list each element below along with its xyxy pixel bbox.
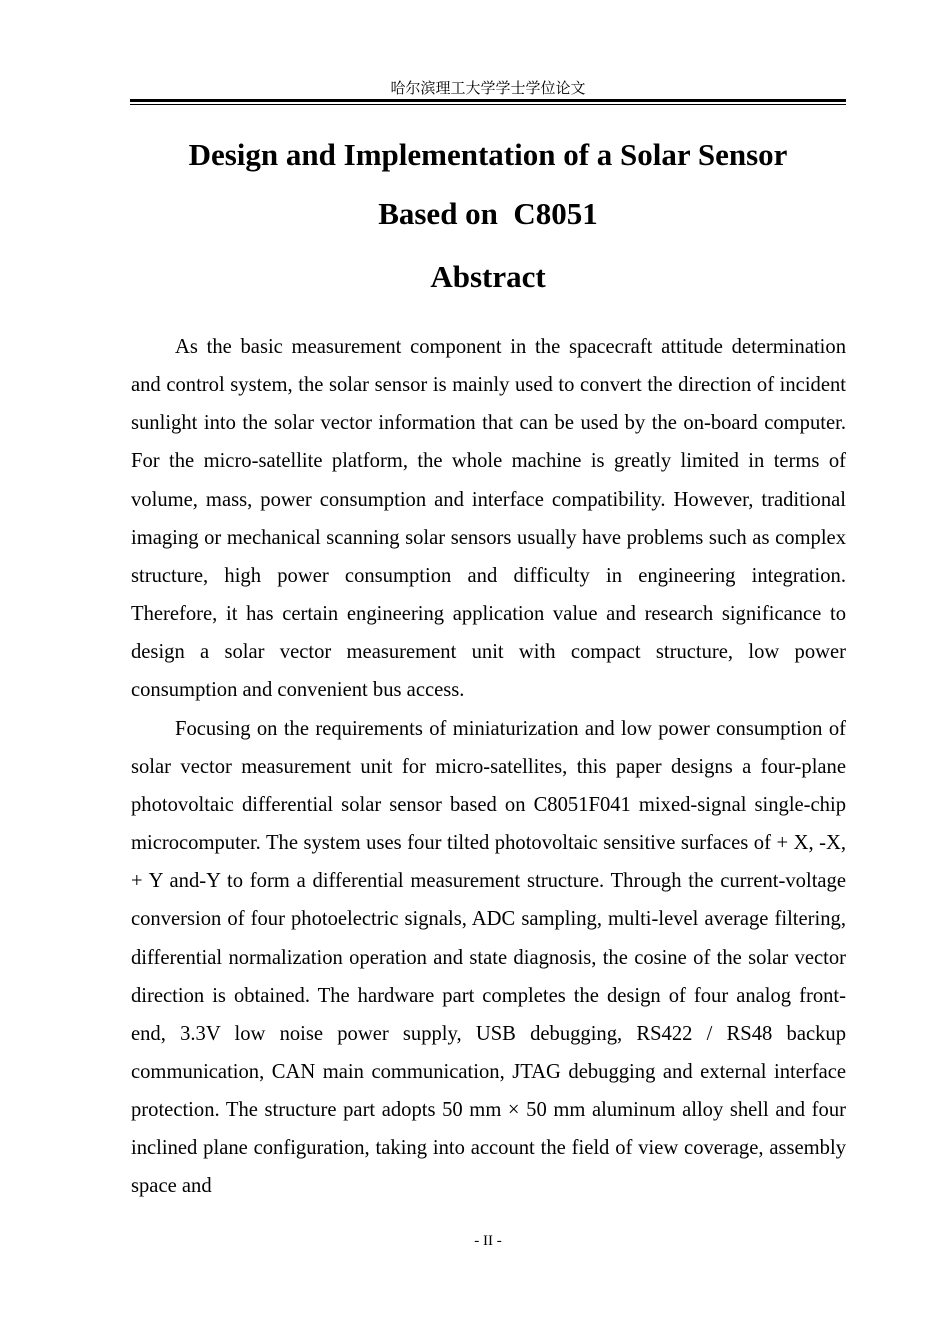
abstract-body	[131, 328, 846, 1206]
abstract-paragraph-2: Focusing on the requirements of miniaturization and low power consumption of solar vector measurement unit for micro-satellites, this paper designs a four-plane photovoltaic differential solar sensor based on C8051F041 mixed-signal single-chip microcomputer. The system uses four tilted photovoltaic sensitive surfaces of + X, -X, + Y and-Y to form a differential measurement structure. Through the current-voltage conversion of four photoelectric signals, ADC sampling, multi-level average filtering, differential normalization operation and state diagnosis, the cosine of the solar vector direction is obtained. The hardware part completes the design of four analog front-end, 3.3V low noise power supply, USB debugging, RS422 / RS48 backup communication, CAN main communication, JTAG debugging and external interface protection. The structure part adopts 50 mm × 50 mm aluminum alloy shell and four inclined plane configuration, taking into account the field of view coverage, assembly space and	[131, 717, 846, 1198]
header-rule-thin	[130, 104, 846, 105]
title-line-1: Design and Implementation of a Solar Sensor	[188, 137, 788, 172]
header-rule-thick	[130, 99, 846, 102]
title-line-2: Based on C8051	[378, 196, 598, 231]
page-number: - II -	[474, 1233, 502, 1249]
abstract-heading: Abstract	[430, 259, 546, 294]
abstract-paragraph-1: As the basic measurement component in the spacecraft attitude determination and control system, the solar sensor is mainly used to convert the direction of incident sunlight into the solar vector information that can be used by the on-board computer. For the micro-satellite platform, the whole machine is greatly limited in terms of volume, mass, power consumption and interface compatibility. However, traditional imaging or mechanical scanning solar sensors usually have problems such as complex structure, high power consumption and difficulty in engineering integration. Therefore, it has certain engineering application value and research significance to design a solar vector measurement unit with compact structure, low power consumption and convenient bus access.	[131, 336, 846, 702]
paper-title	[130, 125, 846, 243]
running-header: 哈尔滨理工大学学士学位论文	[390, 79, 586, 97]
